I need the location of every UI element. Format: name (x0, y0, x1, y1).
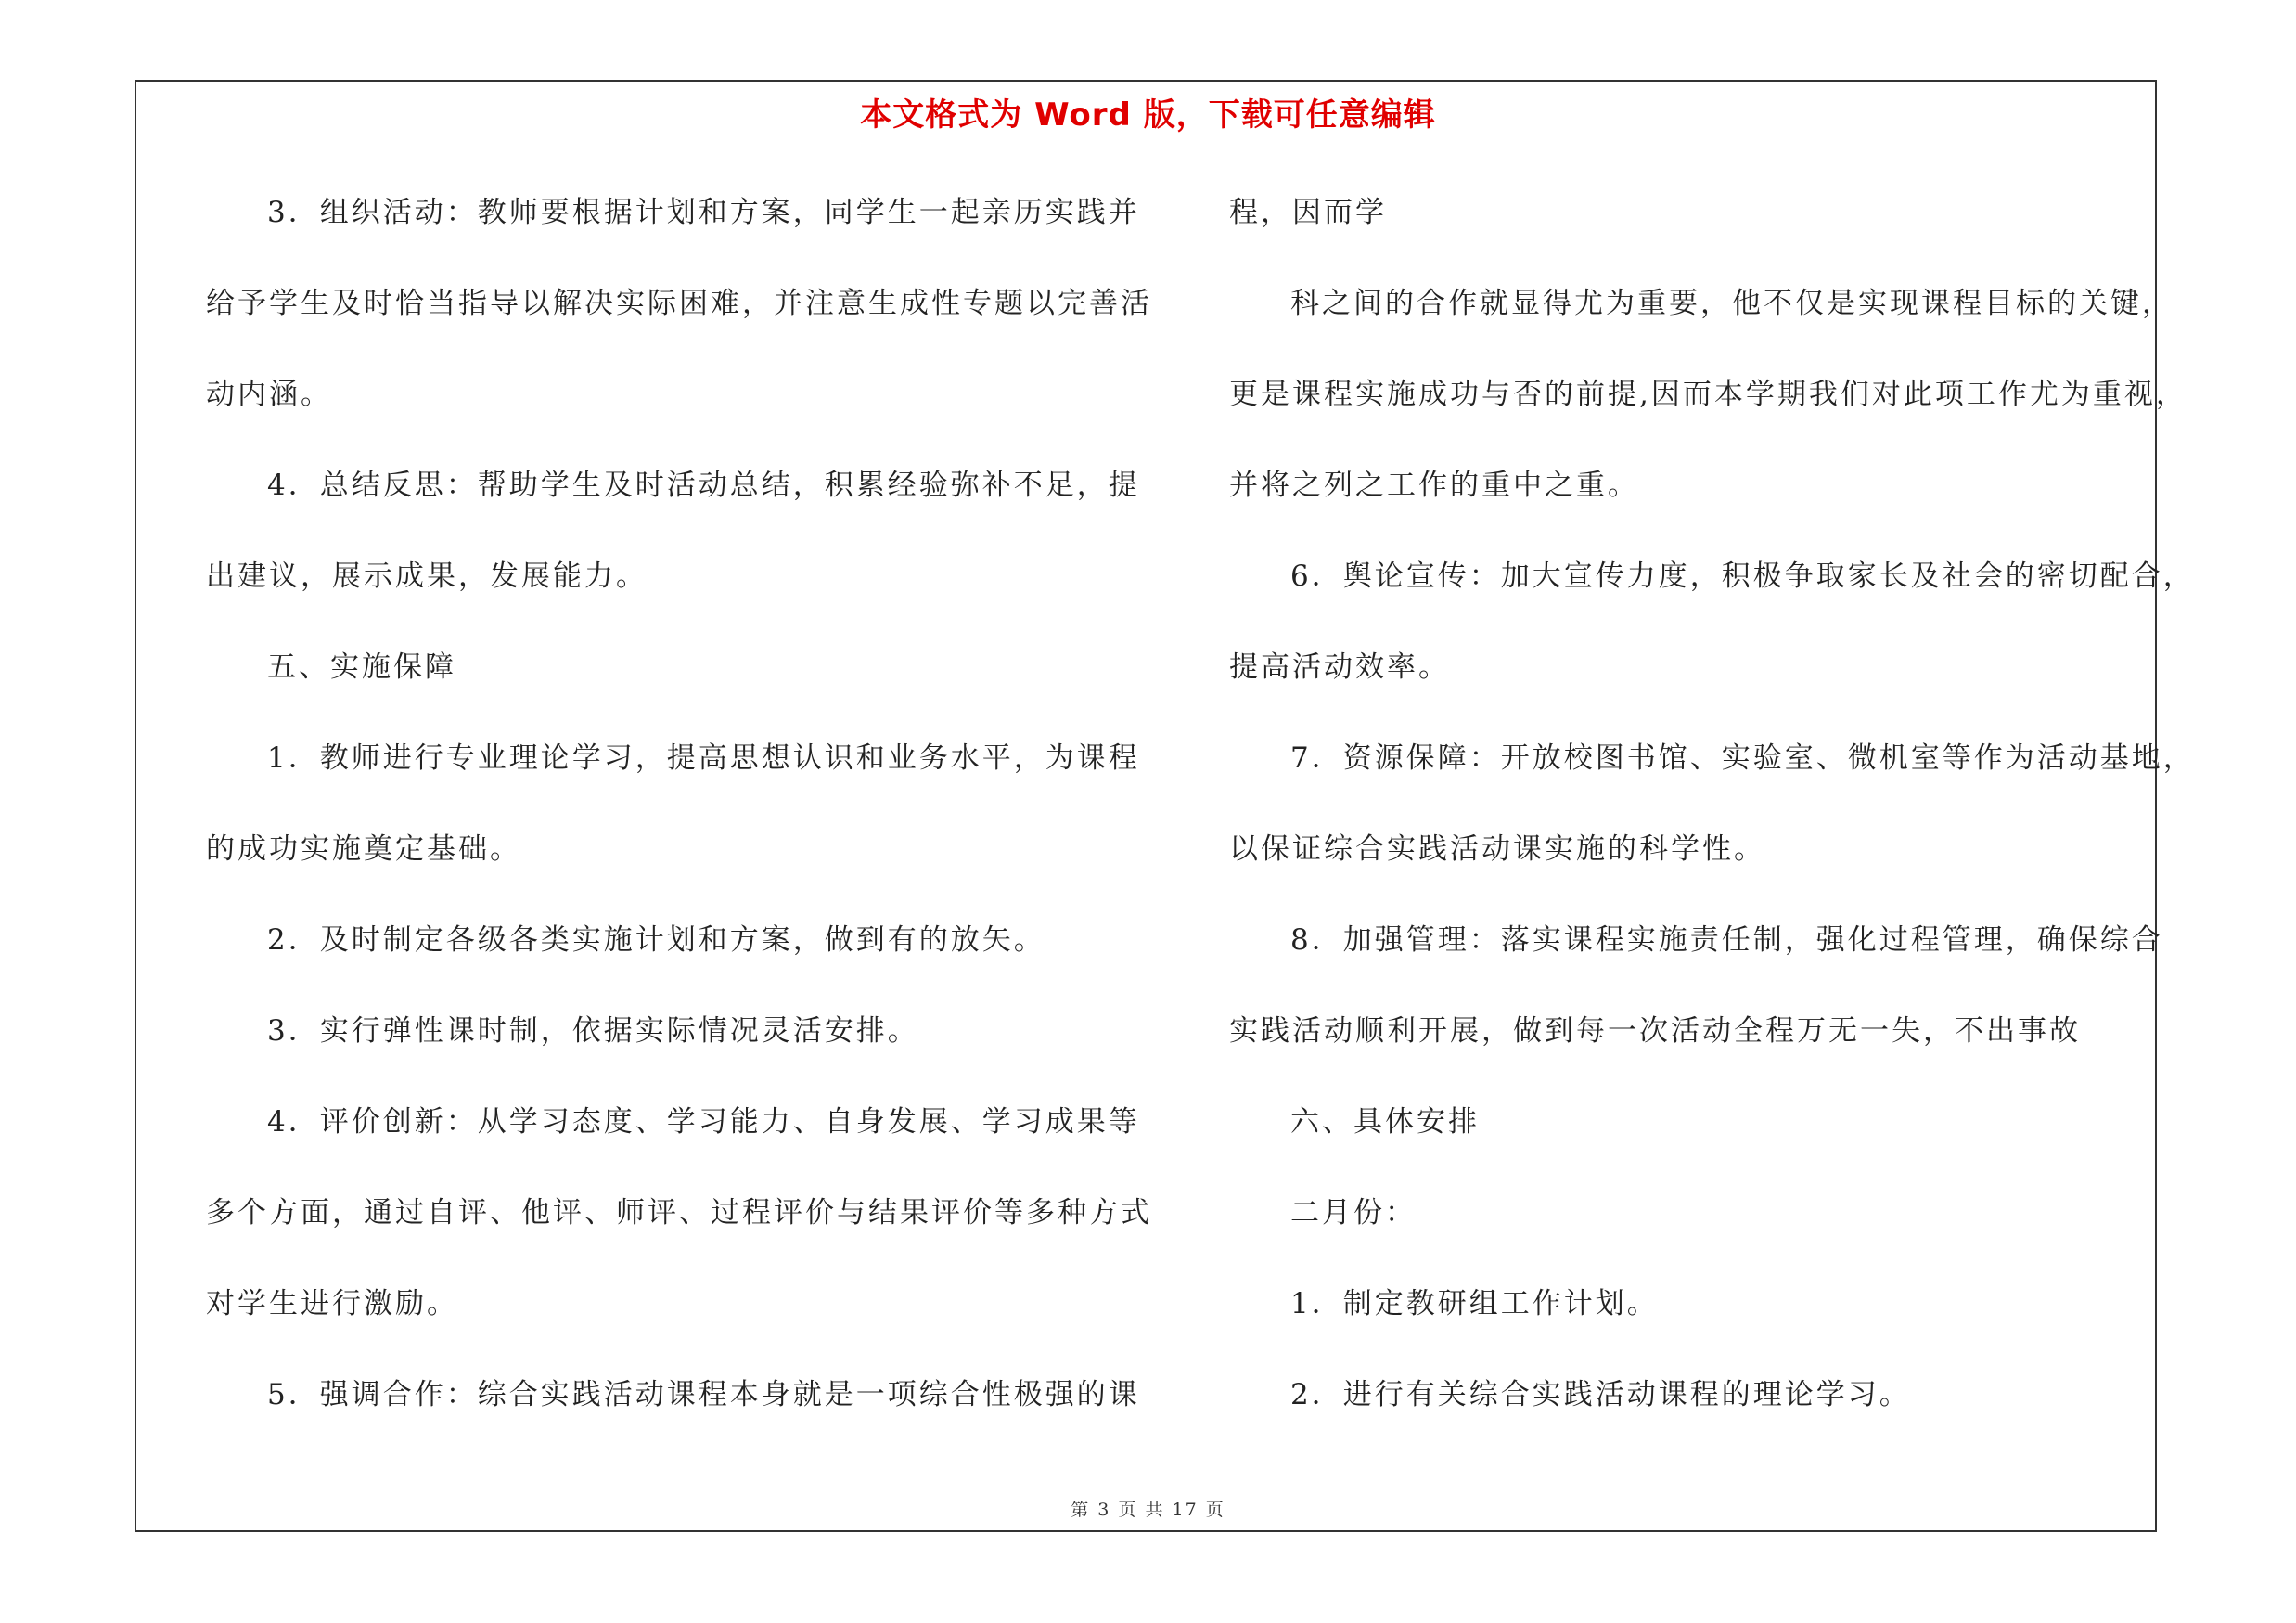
paragraph-line: 的成功实施奠定基础。 (206, 832, 521, 866)
paragraph-line: 动内涵。 (206, 378, 332, 411)
paragraph-line: 6．舆论宣传：加大宣传力度，积极争取家长及社会的密切配合， (1290, 560, 2195, 593)
paragraph-line: 1．教师进行专业理论学习，提高思想认识和业务水平，为课程 (267, 741, 1140, 775)
page-number: 第 3 页 共 17 页 (1071, 1500, 1225, 1520)
paragraph-line: 4．评价创新：从学习态度、学习能力、自身发展、学习成果等 (267, 1105, 1140, 1139)
paragraph-line: 3．组织活动：教师要根据计划和方案，同学生一起亲历实践并 (267, 196, 1140, 229)
paragraph-line: 更是课程实施成功与否的前提,因而本学期我们对此项工作尤为重视， (1229, 378, 2187, 411)
header-banner: 本文格式为 Word 版，下载可任意编辑 (860, 97, 1436, 134)
paragraph-line: 出建议，展示成果，发展能力。 (206, 560, 648, 593)
paragraph-line: 3．实行弹性课时制，依据实际情况灵活安排。 (267, 1014, 919, 1048)
paragraph-line: 多个方面，通过自评、他评、师评、过程评价与结果评价等多种方式 (206, 1196, 1152, 1230)
paragraph-line: 实践活动顺利开展，做到每一次活动全程万无一失，不出事故 (1229, 1014, 2081, 1048)
paragraph-line: 提高活动效率。 (1229, 650, 1450, 684)
paragraph-line: 科之间的合作就显得尤为重要，他不仅是实现课程目标的关键， (1290, 287, 2174, 320)
right-column (1229, 182, 2195, 1455)
paragraph-line: 2．进行有关综合实践活动课程的理论学习。 (1290, 1378, 1911, 1411)
paragraph-line: 1．制定教研组工作计划。 (1290, 1287, 1659, 1320)
section-heading: 六、具体安排 (1290, 1105, 1480, 1139)
paragraph-line: 7．资源保障：开放校图书馆、实验室、微机室等作为活动基地， (1290, 741, 2195, 775)
paragraph-line: 对学生进行激励。 (206, 1287, 458, 1320)
paragraph-line: 5．强调合作：综合实践活动课程本身就是一项综合性极强的课 (267, 1378, 1140, 1411)
paragraph-line: 给予学生及时恰当指导以解决实际困难，并注意生成性专题以完善活 (206, 287, 1152, 320)
paragraph-line: 2．及时制定各级各类实施计划和方案，做到有的放矢。 (267, 923, 1045, 957)
paragraph-line: 程，因而学 (1229, 196, 1387, 229)
paragraph-line: 二月份： (1290, 1196, 1417, 1230)
section-heading: 五、实施保障 (267, 650, 456, 684)
paragraph-line: 并将之列之工作的重中之重。 (1229, 469, 1639, 502)
paragraph-line: 4．总结反思：帮助学生及时活动总结，积累经验弥补不足，提 (267, 469, 1140, 502)
paragraph-line: 8．加强管理：落实课程实施责任制，强化过程管理，确保综合 (1290, 923, 2163, 957)
paragraph-line: 以保证综合实践活动课实施的科学性。 (1229, 832, 1765, 866)
left-column (206, 182, 1152, 1455)
